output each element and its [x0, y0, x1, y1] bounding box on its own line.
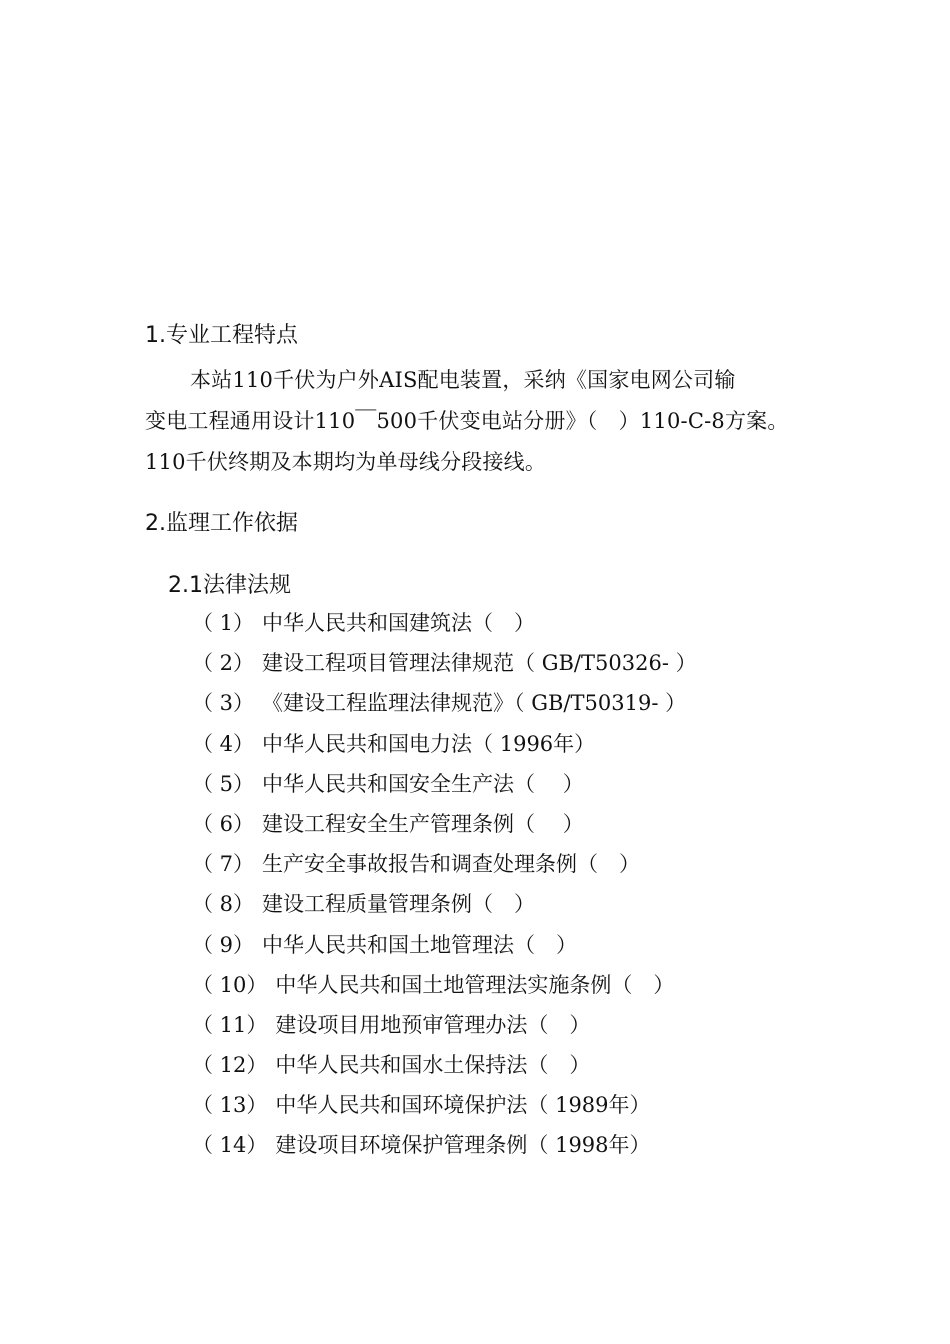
list-item-number: （ 11） — [192, 1012, 268, 1037]
list-item-number: （ 5） — [192, 771, 255, 796]
list-item-text: 中华人民共和国安全生产法（ ） — [262, 771, 584, 796]
list-item-number: （ 10） — [192, 972, 268, 997]
list-item-number: （ 14） — [192, 1133, 268, 1158]
list-item-number: （ 12） — [192, 1053, 268, 1078]
list-item — [192, 968, 697, 1008]
list-item-number: （ 9） — [192, 932, 255, 957]
list-item — [192, 767, 697, 807]
list-item-number: （ 7） — [192, 852, 255, 877]
list-item-number: （ 1） — [192, 611, 255, 635]
list-item-text: 建设工程项目管理法律规范（ GB/T50326- ） — [262, 651, 697, 676]
list-item-text: 建设工程质量管理条例（ ） — [262, 892, 536, 917]
list-item-number: （ 3） — [192, 691, 255, 716]
list-item-text: 中华人民共和国电力法（ 1996年） — [262, 731, 596, 756]
list-item — [192, 928, 697, 968]
list-item — [192, 646, 697, 686]
list-item-text: 中华人民共和国水土保持法（ ） — [275, 1053, 591, 1078]
list-item — [192, 887, 697, 927]
list-item-text: 《建设工程监理法律规范》（ GB/T50319- ） — [262, 691, 687, 716]
list-item-number: （ 13） — [192, 1093, 268, 1118]
list-item — [192, 1048, 697, 1088]
list-item — [192, 847, 697, 887]
paragraph-line-1: 本站110千伏为户外AIS配电装置，采纳《国家电网公司输 — [190, 368, 736, 392]
list-item — [192, 1128, 697, 1168]
list-item-text: 中华人民共和国建筑法（ ） — [262, 611, 536, 635]
list-item — [192, 1008, 697, 1048]
list-item — [192, 727, 697, 767]
subsection-2-1-heading: 2.1法律法规 — [168, 573, 291, 598]
list-item-text: 中华人民共和国土地管理法实施条例（ ） — [275, 972, 675, 997]
list-item-number: （ 8） — [192, 892, 255, 917]
list-item — [192, 686, 697, 726]
law-list — [192, 606, 697, 1169]
list-item-text: 建设项目环境保护管理条例（ 1998年） — [275, 1133, 651, 1158]
list-item — [192, 807, 697, 847]
paragraph-line-2: 变电工程通用设计110￣500千伏变电站分册》（ ）110-C-8方案。 — [145, 409, 789, 433]
list-item-text: 建设项目用地预审管理办法（ ） — [275, 1012, 591, 1037]
list-item-text: 中华人民共和国环境保护法（ 1989年） — [275, 1093, 651, 1118]
list-item — [192, 606, 697, 646]
list-item-number: （ 6） — [192, 811, 255, 836]
list-item-number: （ 4） — [192, 731, 255, 756]
paragraph-line-3: 110千伏终期及本期均为单母线分段接线。 — [145, 450, 547, 474]
list-item-text: 中华人民共和国土地管理法（ ） — [262, 932, 578, 957]
list-item — [192, 1088, 697, 1128]
section-1-heading: 1.专业工程特点 — [145, 323, 298, 348]
section-2-heading: 2.监理工作依据 — [145, 511, 298, 536]
list-item-text: 建设工程安全生产管理条例（ ） — [262, 811, 584, 836]
list-item-number: （ 2） — [192, 651, 255, 676]
list-item-text: 生产安全事故报告和调查处理条例（ ） — [262, 852, 641, 877]
